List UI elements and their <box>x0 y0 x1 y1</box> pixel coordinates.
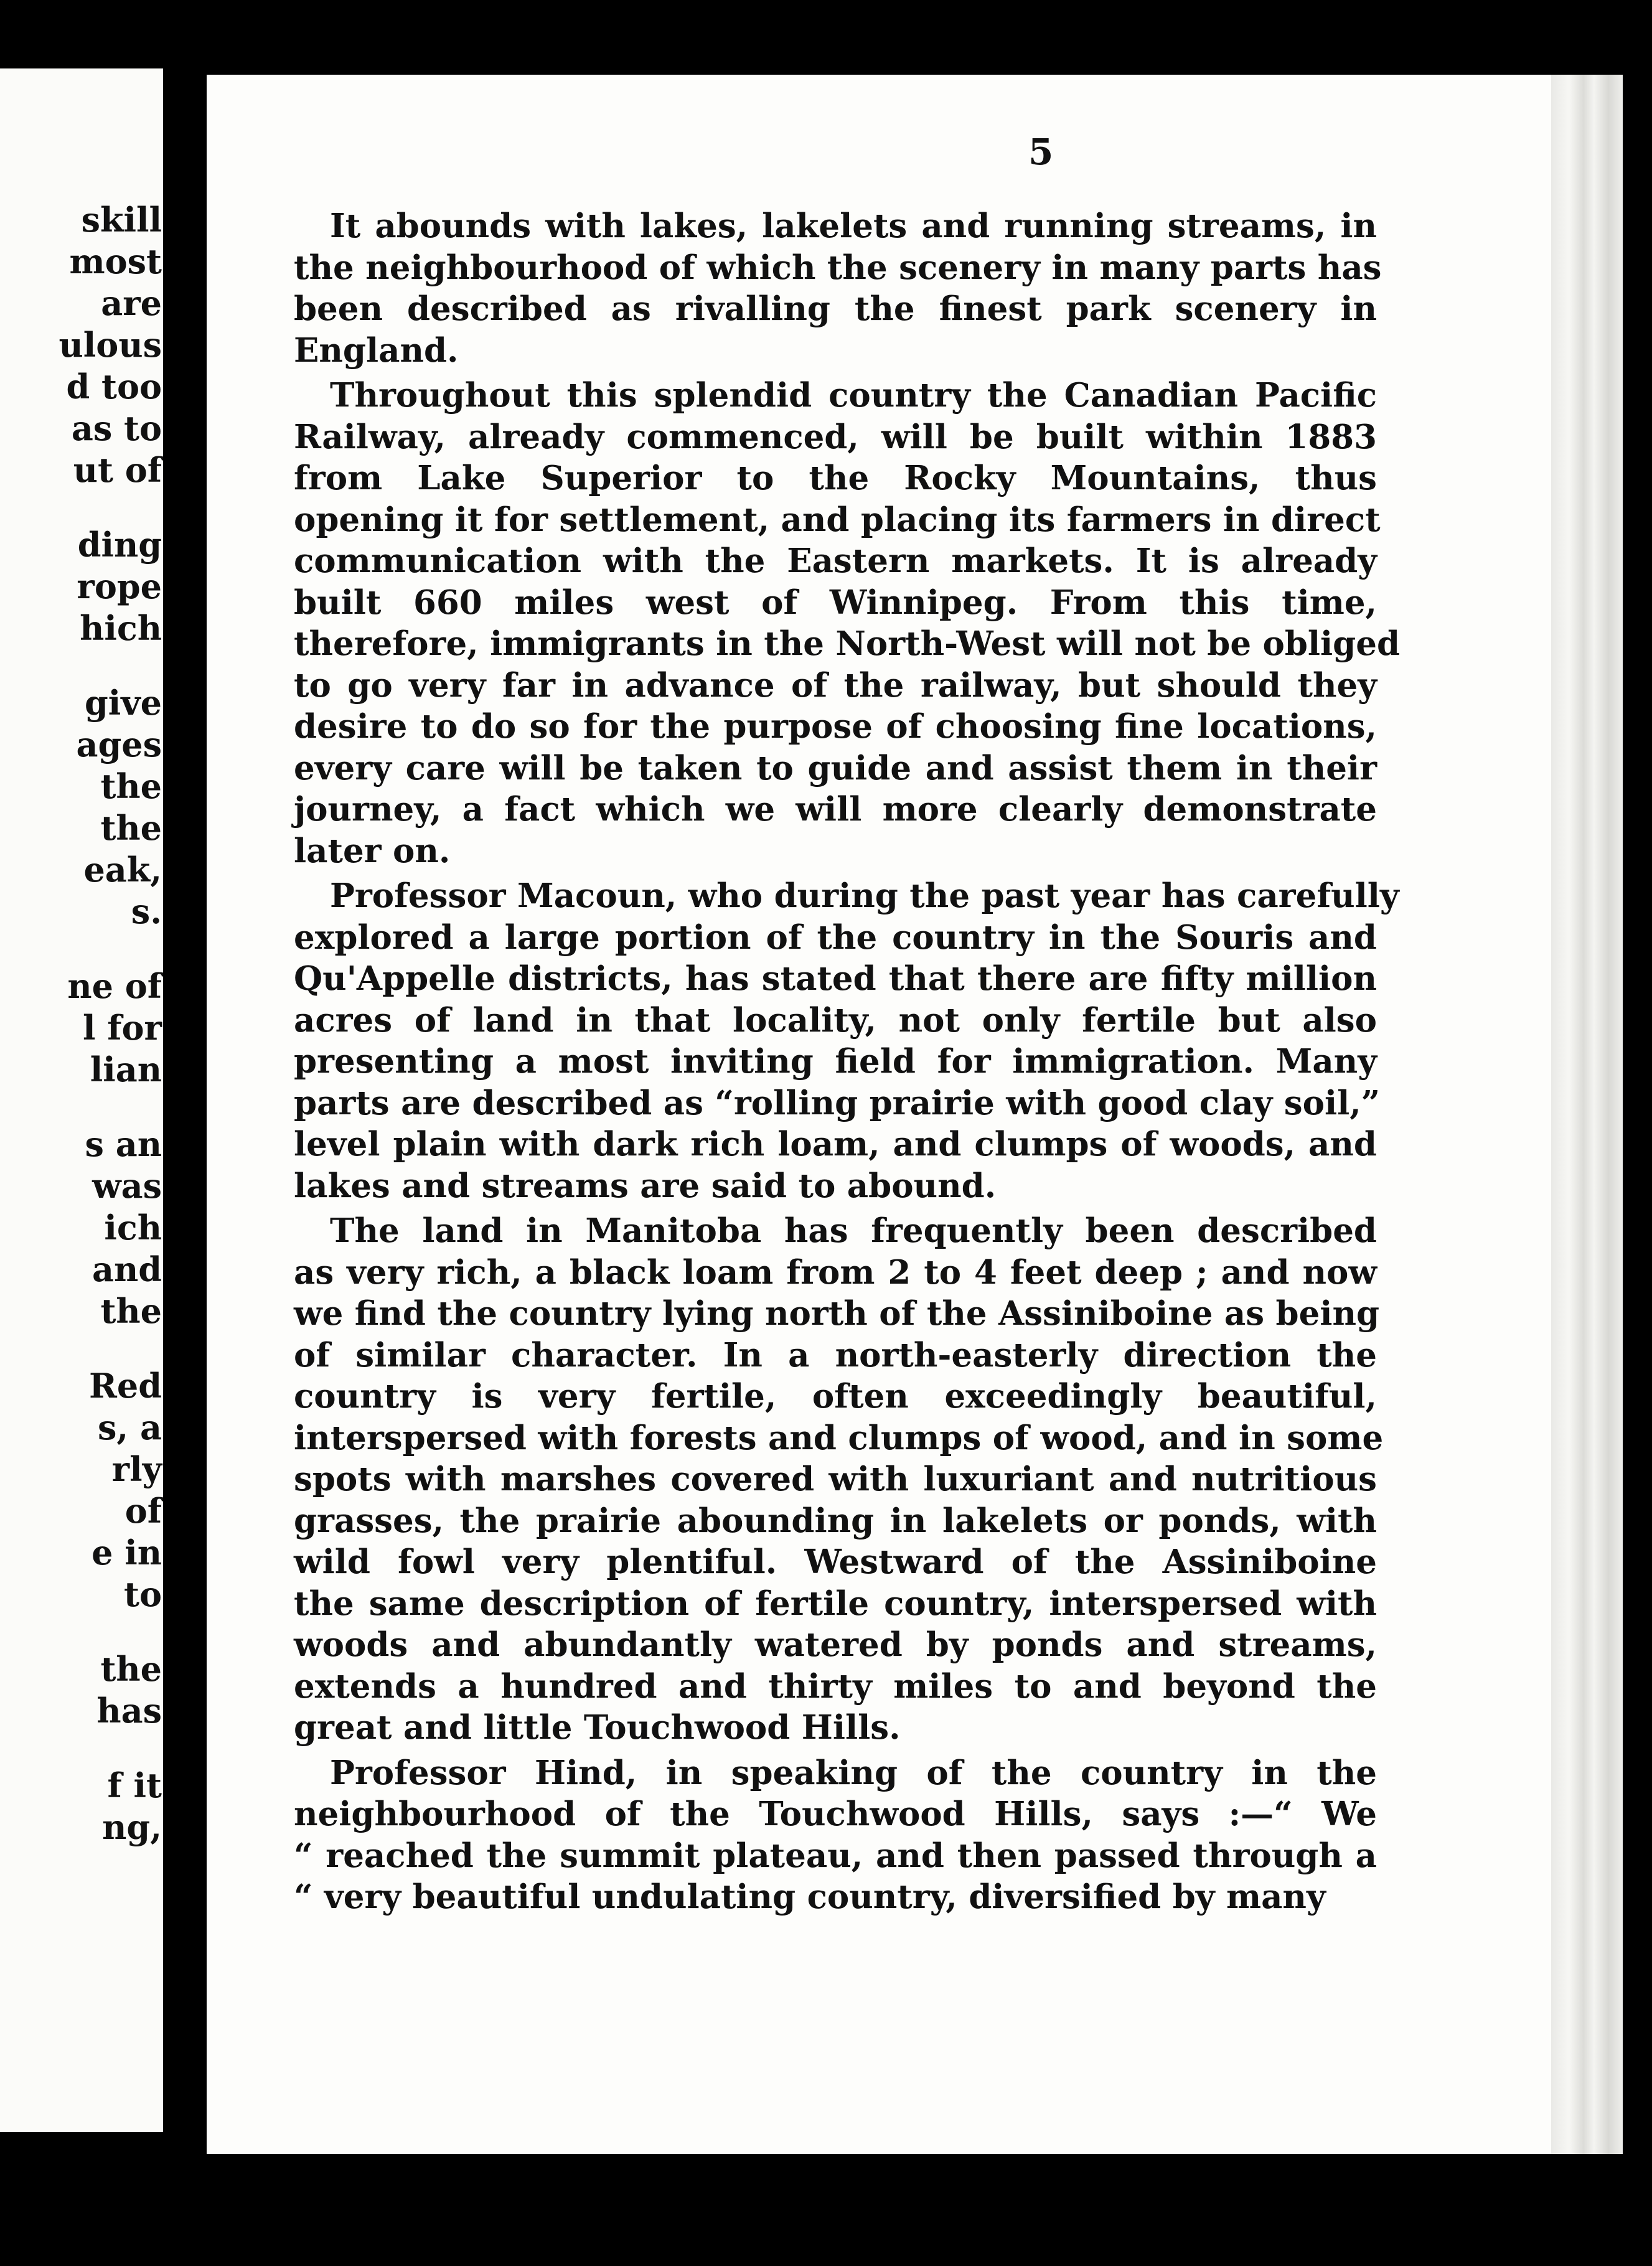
text-line: “ very beautiful undulating country, diversified by many <box>294 1878 1326 1916</box>
text-line: built 660 miles west of Winnipeg. From this time, <box>294 583 1377 622</box>
facing-page-line: to <box>124 1574 162 1614</box>
text-line: Qu'Appelle districts, has stated that there are fifty million <box>294 959 1377 998</box>
text-line: Throughout this splendid country the Canadian Pacific <box>330 376 1377 415</box>
page-body <box>294 205 1401 1922</box>
facing-page-line: s, a <box>98 1408 162 1447</box>
facing-page-line: are <box>101 283 162 323</box>
facing-page-line: l for <box>82 1008 162 1048</box>
fragment-gap <box>59 491 162 524</box>
facing-page-line: lian <box>90 1050 162 1089</box>
facing-page-line: was <box>92 1166 162 1206</box>
paragraph <box>294 1752 1377 1918</box>
fragment-gap <box>59 649 162 682</box>
facing-page-line: s an <box>85 1124 162 1164</box>
text-line: parts are described as “rolling prairie with good clay soil,” <box>294 1083 1381 1122</box>
facing-page-line: ut of <box>73 450 162 490</box>
facing-page-line: the <box>100 766 162 806</box>
text-line: we find the country lying north of the Assiniboine as being <box>294 1294 1380 1333</box>
text-line: journey, a fact which we will more clearly demonstrate <box>294 790 1377 829</box>
text-line: interspersed with forests and clumps of wood, and in some <box>294 1418 1384 1457</box>
text-line: acres of land in that locality, not only fertile but also <box>294 1000 1377 1040</box>
facing-page-line: ich <box>104 1208 162 1248</box>
facing-page-fragment <box>0 68 163 2132</box>
text-line: to go very far in advance of the railway, but should they <box>294 665 1377 705</box>
facing-page-line: has <box>96 1691 162 1731</box>
text-line: communication with the Eastern markets. It is already <box>294 542 1377 580</box>
page-edge <box>1551 75 1623 2154</box>
text-line: every care will be taken to guide and assist them in their <box>294 748 1377 787</box>
text-line: been described as rivalling the finest park scenery in <box>294 289 1377 328</box>
facing-page-line: ulous <box>59 325 162 365</box>
facing-page-line: Red <box>89 1366 162 1406</box>
text-line: great and little Touchwood Hills. <box>294 1708 901 1747</box>
text-line: as very rich, a black loam from 2 to 4 feet deep ; and now <box>294 1253 1377 1292</box>
facing-page-line: s. <box>131 891 162 931</box>
text-line: lakes and streams are said to abound. <box>294 1166 997 1205</box>
facing-page-line: d too <box>66 367 162 407</box>
facing-page-line: as to <box>71 408 162 448</box>
fragment-gap <box>59 933 162 966</box>
text-line: from Lake Superior to the Rocky Mountains, thus <box>294 459 1377 497</box>
paragraph <box>294 375 1401 872</box>
text-line: It abounds with lakes, lakelets and running streams, in <box>330 207 1377 245</box>
text-line: country is very fertile, often exceedingly beautiful, <box>294 1377 1377 1416</box>
text-line: spots with marshes covered with luxuriant and nutritious <box>294 1460 1377 1498</box>
text-line: of similar character. In a north-easterly direction the <box>294 1335 1377 1375</box>
text-line: therefore, immigrants in the North-West will not be obliged <box>294 624 1401 663</box>
paragraph <box>294 205 1382 371</box>
facing-page-line: most <box>69 242 162 281</box>
text-line: grasses, the prairie abounding in lakelets or ponds, with <box>294 1501 1377 1540</box>
text-line: later on. <box>294 831 451 870</box>
text-line: desire to do so for the purpose of choosing fine locations, <box>294 707 1377 746</box>
book-page <box>207 75 1623 2154</box>
facing-page-line: ages <box>76 725 162 764</box>
facing-page-line: of <box>124 1491 162 1531</box>
fragment-gap <box>59 1332 162 1365</box>
facing-page-line: and <box>92 1249 162 1289</box>
facing-page-line: rly <box>111 1449 162 1489</box>
text-line: extends a hundred and thirty miles to and beyond the <box>294 1667 1377 1706</box>
facing-page-line: the <box>100 1649 162 1689</box>
facing-page-line: hich <box>80 608 162 648</box>
text-line: “ reached the summit plateau, and then passed through a <box>294 1836 1377 1875</box>
fragment-gap <box>59 1615 162 1648</box>
text-line: level plain with dark rich loam, and clumps of woods, and <box>294 1125 1377 1164</box>
fragment-gap <box>59 1732 162 1765</box>
text-line: woods and abundantly watered by ponds and streams, <box>294 1625 1377 1664</box>
page-number: 5 <box>1028 131 1054 173</box>
facing-page-line: rope <box>77 566 162 606</box>
text-line: neighbourhood of the Touchwood Hills, says :—“ We <box>294 1795 1377 1833</box>
facing-page-line: ne of <box>67 966 162 1006</box>
text-line: Railway, already commenced, will be built within 1883 <box>294 417 1377 456</box>
text-line: the neighbourhood of which the scenery in many parts has <box>294 248 1382 287</box>
text-line: the same description of fertile country, interspersed with <box>294 1584 1377 1623</box>
paragraph <box>294 875 1399 1206</box>
text-line: The land in Manitoba has frequently been described <box>330 1211 1377 1250</box>
facing-page-line: ding <box>77 525 162 565</box>
text-line: England. <box>294 331 459 370</box>
text-line: Professor Macoun, who during the past year has carefully <box>330 877 1399 915</box>
facing-page-line: the <box>100 1291 162 1331</box>
facing-page-line: eak, <box>83 850 162 890</box>
paragraph <box>294 1210 1384 1749</box>
text-line: wild fowl very plentiful. Westward of the Assiniboine <box>294 1543 1377 1581</box>
facing-page-line: f it <box>107 1765 162 1805</box>
text-line: presenting a most inviting field for immigration. Many <box>294 1042 1377 1081</box>
facing-page-line: skill <box>81 200 162 240</box>
text-line: opening it for settlement, and placing its farmers in direct <box>294 500 1381 539</box>
facing-page-line: the <box>100 808 162 848</box>
text-line: Professor Hind, in speaking of the country in the <box>330 1753 1377 1792</box>
facing-page-text <box>59 199 162 1848</box>
facing-page-line: e in <box>92 1533 162 1573</box>
facing-page-line: ng, <box>102 1807 162 1847</box>
facing-page-line: give <box>84 683 162 723</box>
text-line: explored a large portion of the country in the Souris and <box>294 918 1377 957</box>
fragment-gap <box>59 1091 162 1124</box>
